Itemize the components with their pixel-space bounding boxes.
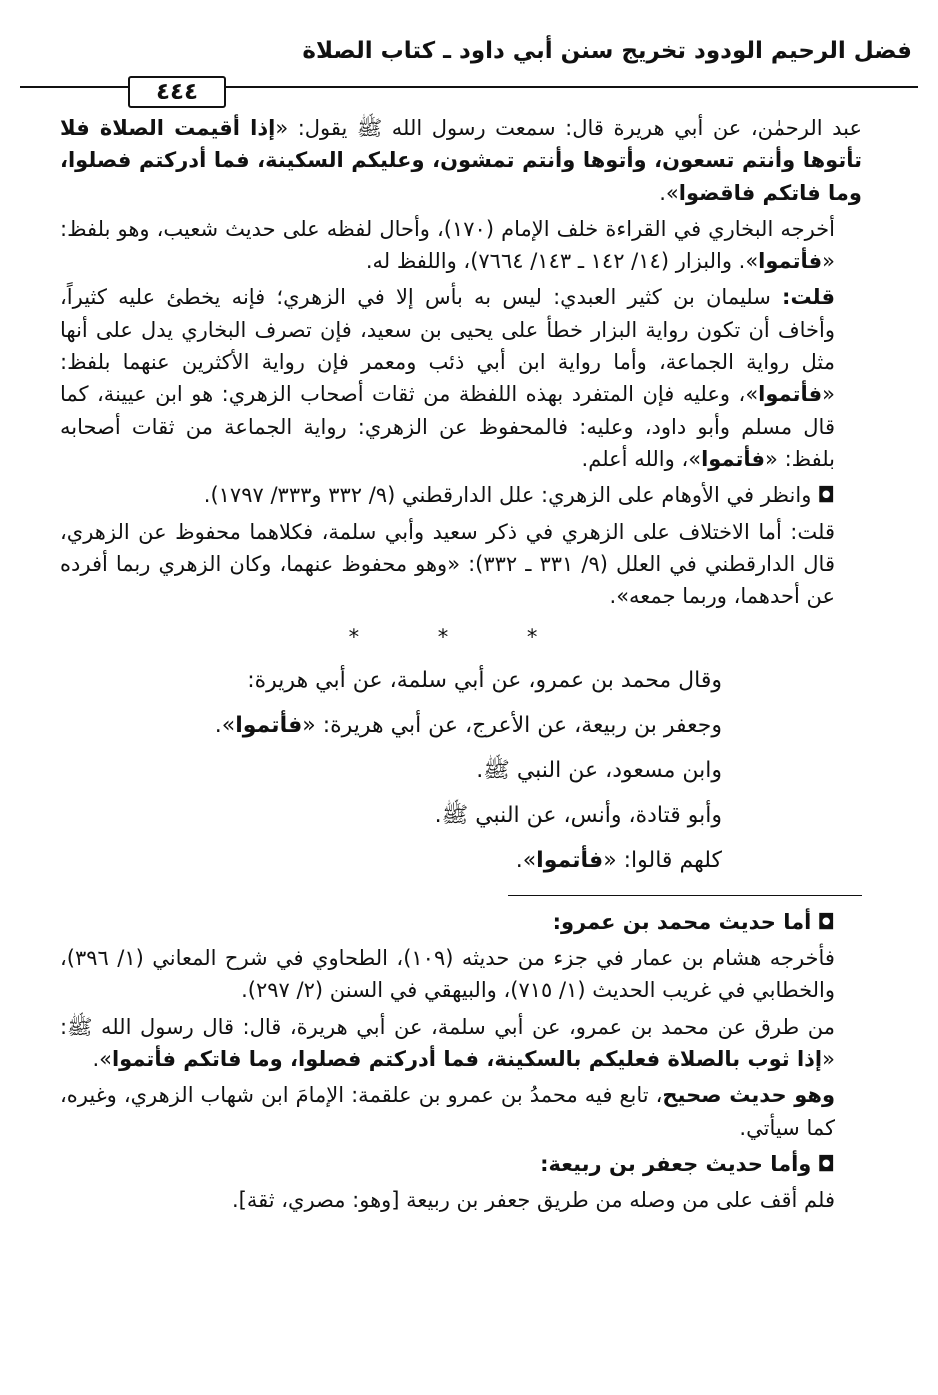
text: ». [659, 180, 679, 205]
text: ». [515, 847, 537, 873]
bold-text: فأتموا [701, 446, 766, 471]
text: فأخرجه هشام بن عمار في جزء من حديثه (١٠٩)، الطحاوي في شرح المعاني (١/ ٣٩٦)، والخطابي في غريب الحديث (١/ ٧١٥)، والبيهقي في السنن (٢/ ٢٩٧). [60, 946, 835, 1003]
narration-line [60, 844, 862, 877]
header-title: فضل الرحيم الودود تخريج سنن أبي داود ـ كتاب الصلاة [302, 38, 912, 64]
text: ». [92, 1046, 112, 1071]
narration-line [60, 754, 862, 787]
narration-line [60, 709, 862, 742]
narration-line [60, 664, 862, 697]
text: ، تابع فيه محمدُ بن عمرو بن علقمة: الإمامَ ابن شهاب الزهري، وغيره، كما سيأتي. [60, 1083, 835, 1140]
text: وابن مسعود، عن النبي ﷺ. [476, 757, 722, 783]
text: ». [214, 712, 236, 738]
text: من طرق عن محمد بن عمرو، عن أبي سلمة، عن أبي هريرة، قال: قال رسول الله ﷺ: « [60, 1014, 835, 1071]
paragraph-hadith-text [60, 112, 862, 209]
page-content [60, 112, 862, 1355]
text: وقال محمد بن عمرو، عن أبي سلمة، عن أبي هريرة: [247, 667, 722, 693]
text: قلت: أما الاختلاف على الزهري في ذكر سعيد وأبي سلمة، فكلاهما محفوظ عن الزهري، قال الدارقطني في العلل (٩/ ٣٣١ ـ ٣٣٢): «وهو محفوظ عنهما، وكان الزهري ربما أفرده عن أحدهما، وربما جمعه». [60, 519, 835, 609]
bullet-icon: ◘ [817, 909, 835, 934]
bullet-icon: ◘ [817, 1151, 835, 1176]
section-heading [60, 906, 862, 938]
paragraph-verdict [60, 1079, 862, 1144]
narration-line [60, 799, 862, 832]
text: أخرجه البخاري في القراءة خلف الإمام (١٧٠)، وأحال لفظه على حديث شعيب، وهو بلفظ: « [60, 216, 835, 274]
text: وجعفر بن ربيعة، عن الأعرج، عن أبي هريرة: « [302, 712, 722, 738]
bold-text: فأتموا [235, 712, 303, 738]
paragraph-comment [60, 281, 862, 475]
text: وانظر في الأوهام على الزهري: علل الدارقطني (٩/ ٣٣٢ و٣٣٣/ ١٧٩٧). [203, 483, 812, 508]
paragraph-comment-2 [60, 516, 862, 613]
section-heading [60, 1148, 862, 1180]
page-header [20, 30, 918, 105]
text: »، وعليه فإن المتفرد بهذه اللفظة من ثقات أصحاب الزهري: هو ابن عيينة، كما قال مسلم وأبو داود، وعليه: فالمحفوظ عن الزهري: رواية الجماعة من ثقات أصحابه بلفظ: « [60, 382, 835, 471]
bullet-icon: ◘ [817, 483, 835, 508]
text: سليمان بن كثير العبدي: ليس به بأس إلا في الزهري؛ فإنه يخطئ عليه كثيراً، وأخاف أن تكون رواية البزار خطأ على يحيى بن سعيد، فإن تصرف البخاري يدل على أنها مثل رواية الجماعة، وأما رواية ابن أبي ذئب ومعمر فإن رواية الأكثرين عنهما بلفظ: « [60, 285, 835, 407]
bold-text: فأتموا [758, 249, 823, 274]
bold-text: إذا أقيمت الصلاة فلا تأتوها وأنتم تسعون، وأتوها وأنتم تمشون، وعليكم السكينة، فما أدركتم فصلوا، وما فاتكم فاقضوا [60, 116, 862, 205]
text: كلهم قالوا: « [603, 847, 722, 873]
bold-label: قلت: [782, 285, 835, 310]
bold-text: وهو حديث صحيح [662, 1083, 835, 1108]
bold-text: فأتموا [758, 382, 823, 407]
paragraph-see-also [60, 479, 862, 511]
text: وأبو قتادة، وأنس، عن النبي ﷺ. [434, 802, 722, 828]
heading-text: وأما حديث جعفر بن ربيعة: [540, 1151, 812, 1176]
text: فلم أقف على من وصله من طريق جعفر بن ربيعة [وهو: مصري، ثقة]. [231, 1188, 835, 1213]
text: ». والبزار (١٤/ ١٤٢ ـ ١٤٣/ ٧٦٦٤)، واللفظ له. [365, 249, 759, 274]
page-number: ٤٤٤ [128, 76, 226, 108]
paragraph-takhrij [60, 213, 862, 278]
text: عبد الرحمٰن، عن أبي هريرة قال: سمعت رسول الله ﷺ يقول: « [275, 116, 862, 140]
text: »، والله أعلم. [581, 446, 702, 471]
paragraph-takhrij-2 [60, 942, 862, 1007]
bold-text: فأتموا [536, 847, 604, 873]
section-separator: * * * [348, 625, 574, 650]
paragraph-routes [60, 1011, 862, 1076]
bold-text: إذا ثوب بالصلاة فعليكم بالسكينة، فما أدركتم فصلوا، وما فاتكم فأتموا [111, 1046, 823, 1071]
paragraph-final [60, 1184, 862, 1216]
heading-text: أما حديث محمد بن عمرو: [552, 909, 812, 934]
footnote-divider [508, 895, 862, 896]
